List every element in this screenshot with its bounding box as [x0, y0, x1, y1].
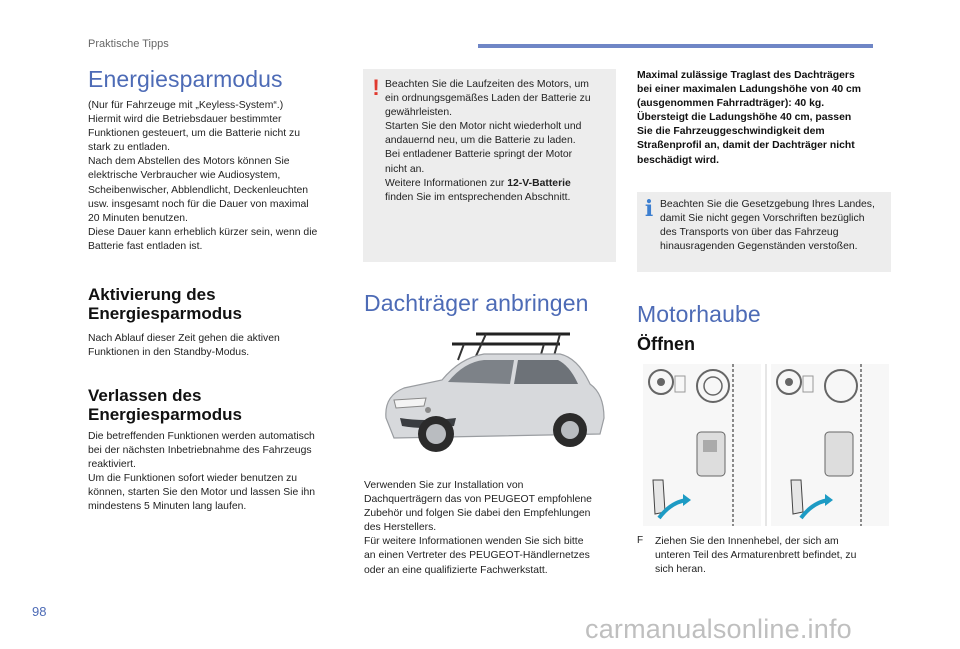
- warning-text-part1: Beachten Sie die Laufzeiten des Motors, um ein ordnungsgemäßes Laden der Batterie zu gewährleisten. Starten Sie den Motor nicht wiederholt und andauernd neu, um die Batterie zu laden. Bei entladener Batterie springt der Motor nicht an. Weitere Informationen zur: [385, 79, 591, 189]
- page-title: Energiesparmodus: [88, 66, 283, 92]
- bonnet-release-illustration: [641, 362, 891, 528]
- exit-heading: Verlassen des Energiesparmodus: [88, 386, 242, 424]
- section-header: Praktische Tipps: [88, 38, 169, 50]
- watermark: carmanualsonline.info: [585, 614, 852, 644]
- bonnet-heading: Motorhaube: [637, 301, 761, 327]
- warning-text-part2: finden Sie im entsprechenden Abschnitt.: [385, 191, 571, 203]
- exit-paragraph: Die betreffenden Funktionen werden automatisch bei der nächsten Inbetriebnahme des Fahrzeugs reaktiviert. Um die Funktionen sofort wieder benutzen zu können, starten Sie den Motor und lassen Sie ihn mindestens 5 Minuten lang laufen.: [88, 431, 316, 513]
- page-number: 98: [32, 604, 47, 619]
- warning-text: [385, 78, 615, 205]
- warning-icon: !: [372, 75, 380, 100]
- car-roof-rack-illustration: [364, 326, 616, 464]
- open-heading: Öffnen: [637, 334, 695, 354]
- warning-bold-link: 12-V-Batterie: [507, 177, 571, 189]
- header-divider: [478, 44, 873, 48]
- activate-heading: Aktivierung des Energiesparmodus: [88, 285, 242, 323]
- bullet-marker: F: [637, 535, 644, 546]
- load-limit-paragraph: Maximal zulässige Traglast des Dachträgers bei einer maximalen Ladungshöhe von 40 cm (ausgenommen Fahrradträger): 40 kg. Übersteigt die Ladungshöhe 40 cm, passen Sie die Fahrzeuggeschwindigkeit dem Straßenprofil an, damit der Dachträger nicht beschädigt wird.: [637, 70, 862, 166]
- roof-rack-paragraph: Verwenden Sie zur Installation von Dachquerträgern das von PEUGEOT empfohlene Zubehör und folgen Sie dabei den Empfehlungen des Herstellers. Für weitere Informationen wenden Sie sich bitte an einen Vertreter des PEUGEOT-Händlernetzes oder an eine qualifizierte Fachwerkstatt.: [364, 480, 592, 576]
- open-step-text: Ziehen Sie den Innenhebel, der sich am unteren Teil des Armaturenbrett befindet, zu sich heran.: [655, 536, 857, 576]
- roof-rack-heading: Dachträger anbringen: [364, 290, 589, 316]
- info-icon: i: [644, 196, 654, 222]
- info-text: Beachten Sie die Gesetzgebung Ihres Landes, damit Sie nicht gegen Vorschriften bezüglich des Transports von über das Fahrzeug hinausragenden Gegenständen verstoßen.: [660, 199, 875, 253]
- intro-paragraph: (Nur für Fahrzeuge mit „Keyless-System“.) Hiermit wird die Betriebsdauer bestimmter Funktionen gesteuert, um die Batterie nicht zu stark zu entladen. Nach dem Abstellen des Motors können Sie elektrische Verbraucher wie Audiosystem, Scheibenwischer, Abblendlicht, Deckenleuchten usw. insgesamt noch für die Dauer von maximal 20 Minuten benutzen. Diese Dauer kann erheblich kürzer sein, wenn die Batterie fast entladen ist.: [88, 100, 318, 252]
- activate-paragraph: Nach Ablauf dieser Zeit gehen die aktiven Funktionen in den Standby-Modus.: [88, 333, 280, 359]
